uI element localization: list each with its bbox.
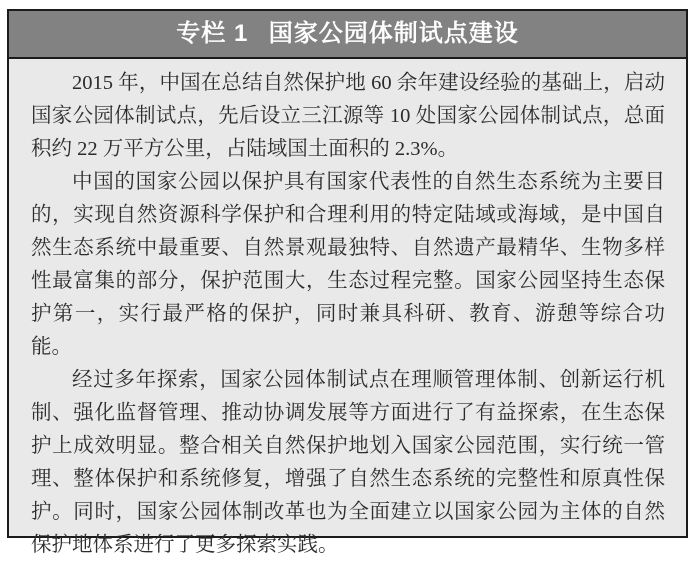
paragraph-3: 经过多年探索，国家公园体制试点在理顺管理体制、创新运行机制、强化监督管理、推动协调发展等方面进行了有益探索，在生态保护上成效明显。整合相关自然保护地划入国家公园范围，实行统一管理、整体保护和系统修复，增强了自然生态系统的完整性和原真性保护。同时，国家公园体制改革也为全面建立以国家公园为主体的自然保护地体系进行了更多探索实践。 <box>31 369 665 556</box>
column-header <box>9 11 686 59</box>
column-box <box>7 9 688 556</box>
column-label: 专栏 1 <box>176 20 249 47</box>
paragraph-2: 中国的国家公园以保护具有国家代表性的自然生态系统为主要目的，实现自然资源科学保护和合理利用的特定陆域或海域，是中国自然生态系统中最重要、自然景观最独特、自然遗产最精华、生物多样性最富集的部分，保护范围大，生态过程完整。国家公园坚持生态保护第一，实行最严格的保护，同时兼具科研、教育、游憩等综合功能。 <box>31 171 665 358</box>
paragraph-1: 2015 年，中国在总结自然保护地 60 余年建设经验的基础上，启动国家公园体制试点，先后设立三江源等 10 处国家公园体制试点，总面积约 22 万平方公里，占陆域国土面积的 2.3%。 <box>31 72 665 160</box>
column-title: 国家公园体制试点建设 <box>268 20 519 47</box>
column-body <box>9 59 686 562</box>
